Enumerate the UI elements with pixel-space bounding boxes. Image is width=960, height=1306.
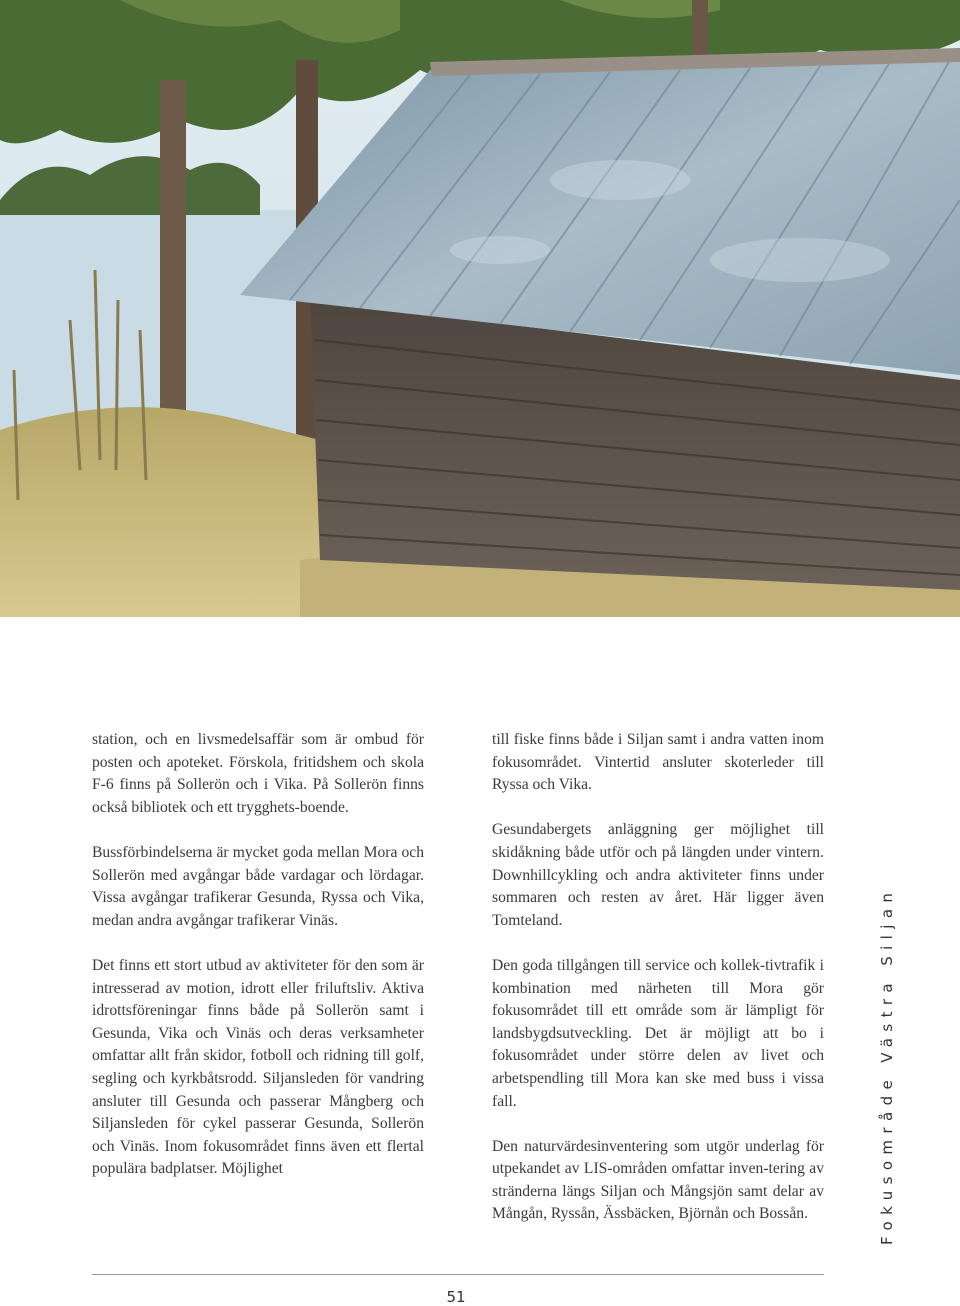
section-side-label: Fokusområde Västra Siljan [878,886,896,1245]
footer-divider [92,1274,824,1275]
paragraph: Det finns ett stort utbud av aktiviteter för den som är intresserad av motion, idrott eller friluftsliv. Aktiva idrottsföreningar finns både på Sollerön samt i Gesunda, Vika och Vinäs och deras verksamheter omfattar allt från skidor, fotboll och ridning till golf, segling och kyrkbåtsrodd. Siljansleden för vandring ansluter till Gesunda och passerar Mångberg och Siljansleden för cykel passerar Gesunda, Sollerön och Vinäs. Inom fokusområdet finns även ett flertal populära badplatser. Möjlighet [92,956,424,1178]
paragraph: Bussförbindelserna är mycket goda mellan Mora och Sollerön med avgångar både vardagar och lördagar. Vissa avgångar trafikerar Gesunda, Ryssa och Vika, medan andra avgångar trafikerar Vinäs. [92,843,424,929]
page-number: 51 [446,1288,466,1306]
paragraph: till fiske finns både i Siljan samt i andra vatten inom fokusområdet. Vintertid ansluter skoterleder till Ryssa och Vika. [492,731,824,794]
left-text-column [92,729,424,1181]
paragraph: Gesundabergets anläggning ger möjlighet till skidåkning både utför och på längden under vintern. Downhillcykling och andra aktiviteter finns under sommaren och resten av året. Här ligger även Tomteland. [492,821,824,929]
paragraph: Den naturvärdesinventering som utgör underlag för utpekandet av LIS-områden omfattar inven-tering av stränderna längs Siljan och Mångsjön samt delar av Mångån, Ryssån, Ässbäcken, Björnån och Bossån. [492,1137,824,1223]
paragraph: station, och en livsmedelsaffär som är ombud för posten och apoteket. Förskola, fritidshem och skola F-6 finns på Sollerön och i Vika. På Sollerön finns också bibliotek och ett trygghets-boende. [92,731,424,816]
boathouse-photo [0,0,960,617]
right-text-column [492,729,824,1226]
paragraph: Den goda tillgången till service och kollek-tivtrafik i kombination med närheten till Mora gör fokusområdet till ett område som är lämpligt för landsbygdsutveckling. Det är möjligt att bo i fokusområdet under större delen av livet och arbetspendling till Mora kan ske med buss i vissa fall. [492,956,824,1110]
